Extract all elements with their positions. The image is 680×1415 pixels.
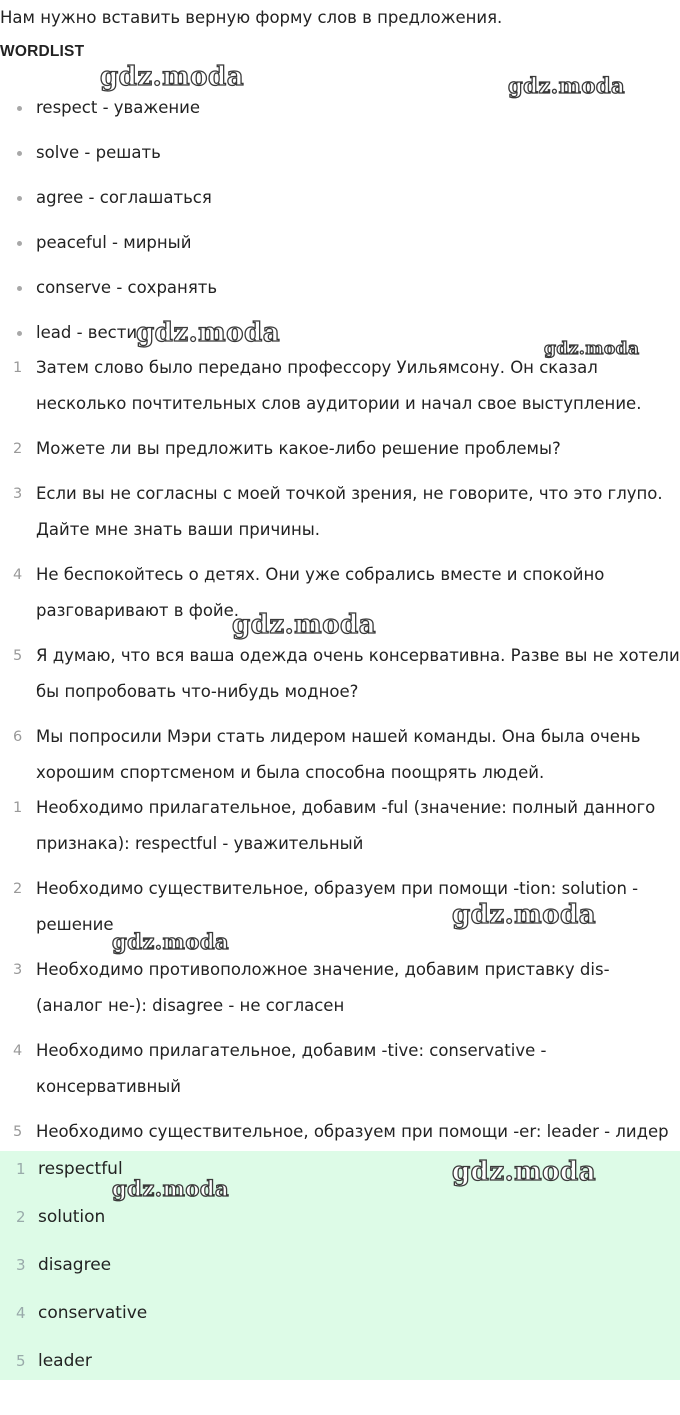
- wordlist-title: WORDLIST: [0, 43, 85, 60]
- bullet-icon: [17, 241, 22, 246]
- watermark: gdz.moda: [544, 339, 640, 359]
- watermark: gdz.moda: [112, 1176, 230, 1201]
- answer-item: 4 conservative: [16, 1303, 148, 1323]
- bullet-icon: [17, 286, 22, 291]
- watermark: gdz.moda: [452, 1157, 597, 1187]
- answer-item: 3 disagree: [16, 1255, 112, 1275]
- answers-block: [0, 1151, 680, 1380]
- answer-item: 1 respectful: [16, 1159, 123, 1179]
- watermark: gdz.moda: [232, 610, 377, 640]
- bullet-icon: [17, 106, 22, 111]
- bullet-icon: [17, 331, 22, 336]
- watermark: gdz.moda: [100, 62, 245, 92]
- answer-item: 2 solution: [16, 1207, 106, 1227]
- watermark: gdz.moda: [136, 318, 281, 348]
- answer-item: 5 leader: [16, 1351, 92, 1371]
- watermark: gdz.moda: [452, 900, 597, 930]
- watermark: gdz.moda: [508, 73, 626, 98]
- watermark: gdz.moda: [112, 929, 230, 954]
- bullet-icon: [17, 151, 22, 156]
- intro-text: Нам нужно вставить верную форму слов в предложения.: [0, 8, 503, 27]
- bullet-icon: [17, 196, 22, 201]
